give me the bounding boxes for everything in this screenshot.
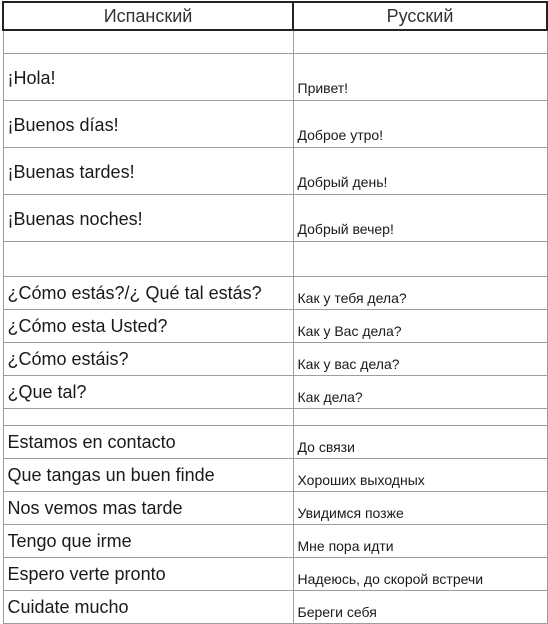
- table-row: [3, 54, 547, 101]
- spanish-phrase: ¿Que tal?: [3, 376, 293, 409]
- table-row: [3, 277, 547, 310]
- spanish-phrase: Cuidate mucho: [3, 591, 293, 624]
- table-row: [3, 525, 547, 558]
- russian-phrase: Как дела?: [293, 376, 547, 409]
- russian-phrase: Добрый вечер!: [293, 195, 547, 242]
- spacer-row: [3, 242, 547, 277]
- table-row: [3, 343, 547, 376]
- spanish-phrase: Nos vemos mas tarde: [3, 492, 293, 525]
- phrase-table: [2, 1, 548, 624]
- spanish-phrase: Tengo que irme: [3, 525, 293, 558]
- russian-phrase: Хороших выходных: [293, 459, 547, 492]
- spanish-phrase: ¡Buenas tardes!: [3, 148, 293, 195]
- header-spanish: Испанский: [3, 2, 293, 30]
- empty-cell: [3, 30, 293, 54]
- table-row: [3, 459, 547, 492]
- table-row: [3, 148, 547, 195]
- spanish-phrase: Estamos en contacto: [3, 426, 293, 459]
- table-row: [3, 310, 547, 343]
- spanish-phrase: ¿Cómo estáis?: [3, 343, 293, 376]
- table-row: [3, 195, 547, 242]
- russian-phrase: До связи: [293, 426, 547, 459]
- table-row: [3, 492, 547, 525]
- spanish-phrase: ¡Hola!: [3, 54, 293, 101]
- russian-phrase: Как у тебя дела?: [293, 277, 547, 310]
- russian-phrase: Увидимся позже: [293, 492, 547, 525]
- russian-phrase: Береги себя: [293, 591, 547, 624]
- header-russian: Русский: [293, 2, 547, 30]
- russian-phrase: Мне пора идти: [293, 525, 547, 558]
- empty-cell: [3, 409, 293, 426]
- spanish-phrase: ¿Cómo esta Usted?: [3, 310, 293, 343]
- spanish-phrase: ¡Buenos días!: [3, 101, 293, 148]
- russian-phrase: Привет!: [293, 54, 547, 101]
- empty-cell: [293, 242, 547, 277]
- russian-phrase: Доброе утро!: [293, 101, 547, 148]
- empty-cell: [3, 242, 293, 277]
- empty-cell: [293, 409, 547, 426]
- table-row: [3, 558, 547, 591]
- spacer-row: [3, 409, 547, 426]
- table-row: [3, 426, 547, 459]
- russian-phrase: Надеюсь, до скорой встречи: [293, 558, 547, 591]
- russian-phrase: Как у вас дела?: [293, 343, 547, 376]
- spacer-row: [3, 30, 547, 54]
- table-row: [3, 101, 547, 148]
- table-row: [3, 591, 547, 624]
- russian-phrase: Добрый день!: [293, 148, 547, 195]
- russian-phrase: Как у Вас дела?: [293, 310, 547, 343]
- header-row: [3, 2, 547, 30]
- spanish-phrase: ¿Cómo estás?/¿ Qué tal estás?: [3, 277, 293, 310]
- spanish-phrase: ¡Buenas noches!: [3, 195, 293, 242]
- empty-cell: [293, 30, 547, 54]
- spanish-phrase: Que tangas un buen finde: [3, 459, 293, 492]
- table-row: [3, 376, 547, 409]
- spanish-phrase: Espero verte pronto: [3, 558, 293, 591]
